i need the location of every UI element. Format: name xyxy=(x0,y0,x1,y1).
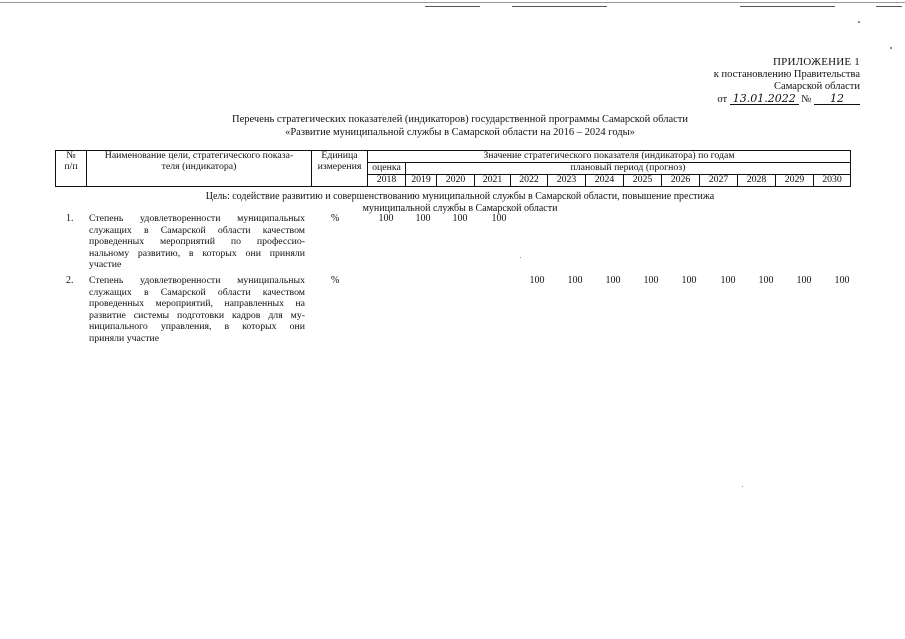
indicator-value: 100 xyxy=(529,275,545,286)
year-cell: 2026 xyxy=(662,175,700,187)
scan-edge-line xyxy=(512,6,607,7)
column-header-values: Значение стратегического показателя (индикатора) по годам xyxy=(368,151,851,163)
scan-speck xyxy=(520,257,521,258)
goal-line: Цель: содействие развитию и совершенствованию муниципальной службы в Самарской области, повышение престижа xyxy=(205,191,715,202)
appendix-title: ПРИЛОЖЕНИЕ 1 xyxy=(773,56,860,68)
indicator-value: 100 xyxy=(796,275,812,286)
column-header-unit xyxy=(312,151,368,187)
year-cell: 2027 xyxy=(700,175,738,187)
header-text: Наименование цели, стратегического показа- xyxy=(104,150,294,161)
header-text: п/п xyxy=(64,160,78,172)
indicator-value: 100 xyxy=(415,213,431,224)
indicator-value: 100 xyxy=(491,213,507,224)
indicator-name-line: нальному развитию, в которых они приняли xyxy=(89,247,305,259)
scan-speck xyxy=(858,21,860,23)
indicator-name-line: приняли участие xyxy=(89,332,160,344)
header-text: измерения xyxy=(317,160,362,172)
indicator-value: 100 xyxy=(567,275,583,286)
indicator-value: 100 xyxy=(681,275,697,286)
unit-value: % xyxy=(331,275,340,286)
handwritten-date: 13.01.2022 xyxy=(730,94,799,105)
appendix-line: к постановлению Правительства xyxy=(713,68,860,80)
scan-edge-line xyxy=(0,2,905,3)
year-cell: 2021 xyxy=(475,175,511,187)
document-title xyxy=(150,114,770,139)
column-header-name xyxy=(87,151,312,187)
indicator-name-line: ниципального управления, в которых они xyxy=(89,321,305,332)
scan-speck xyxy=(890,47,892,49)
row-number: 2. xyxy=(66,275,74,286)
indicator-name-line: проведенных мероприятий по профессио- xyxy=(89,236,305,247)
unit-value: % xyxy=(331,213,340,224)
indicator-name-line: участие xyxy=(89,259,122,270)
year-cell: 2019 xyxy=(406,175,437,187)
indicator-value: 100 xyxy=(643,275,659,286)
indicator-value: 100 xyxy=(720,275,736,286)
scan-edge-line xyxy=(876,6,902,7)
scan-edge-line xyxy=(425,6,480,7)
indicator-name-line: проведенных мероприятий, направленных на xyxy=(89,298,305,309)
date-prefix: от xyxy=(717,93,728,105)
indicator-name-line: Степень удовлетворенности муниципальных xyxy=(89,213,305,224)
column-header-number xyxy=(56,151,87,187)
year-cell: 2030 xyxy=(814,175,851,187)
header-text: Единица xyxy=(321,150,358,161)
year-cell: 2022 xyxy=(511,175,548,187)
indicator-value: 100 xyxy=(452,213,468,224)
scan-speck xyxy=(742,486,743,487)
year-cell: 2029 xyxy=(776,175,814,187)
indicator-name-line: служащих в Самарской области качеством xyxy=(89,224,305,236)
column-header-plan: плановый период (прогноз) xyxy=(406,163,851,175)
indicator-name-line: служащих в Самарской области качеством xyxy=(89,286,305,298)
number-prefix: № xyxy=(801,93,812,105)
appendix-date-line xyxy=(650,91,860,107)
appendix-block xyxy=(650,56,860,106)
handwritten-number: 12 xyxy=(814,94,860,105)
column-header-estimate: оценка xyxy=(368,163,406,175)
indicator-value: 100 xyxy=(758,275,774,286)
appendix-line: Самарской области xyxy=(774,81,860,92)
header-text: теля (индикатора) xyxy=(161,160,237,172)
year-cell: 2023 xyxy=(548,175,586,187)
document-title-line: Перечень стратегических показателей (индикаторов) государственной программы Самарской области xyxy=(232,114,688,125)
document-title-line: «Развитие муниципальной службы в Самарской области на 2016 – 2024 годы» xyxy=(285,126,635,138)
year-cell: 2018 xyxy=(368,175,406,187)
indicator-value: 100 xyxy=(378,213,394,224)
year-cell: 2020 xyxy=(437,175,475,187)
indicator-name-line: развитие системы подготовки кадров для му- xyxy=(89,309,305,321)
header-text: № xyxy=(66,150,76,161)
indicator-value: 100 xyxy=(605,275,621,286)
indicator-name-line: Степень удовлетворенности муниципальных xyxy=(89,275,305,286)
goal-statement xyxy=(150,191,770,214)
year-cell: 2025 xyxy=(624,175,662,187)
indicator-table-header xyxy=(55,150,851,187)
scan-edge-line xyxy=(740,6,835,7)
goal-line: муниципальной службы в Самарской области xyxy=(362,202,558,214)
indicator-name xyxy=(89,275,305,344)
indicator-name xyxy=(89,213,305,271)
row-number: 1. xyxy=(66,213,74,224)
year-cell: 2024 xyxy=(586,175,624,187)
year-cell: 2028 xyxy=(738,175,776,187)
indicator-value: 100 xyxy=(834,275,850,286)
